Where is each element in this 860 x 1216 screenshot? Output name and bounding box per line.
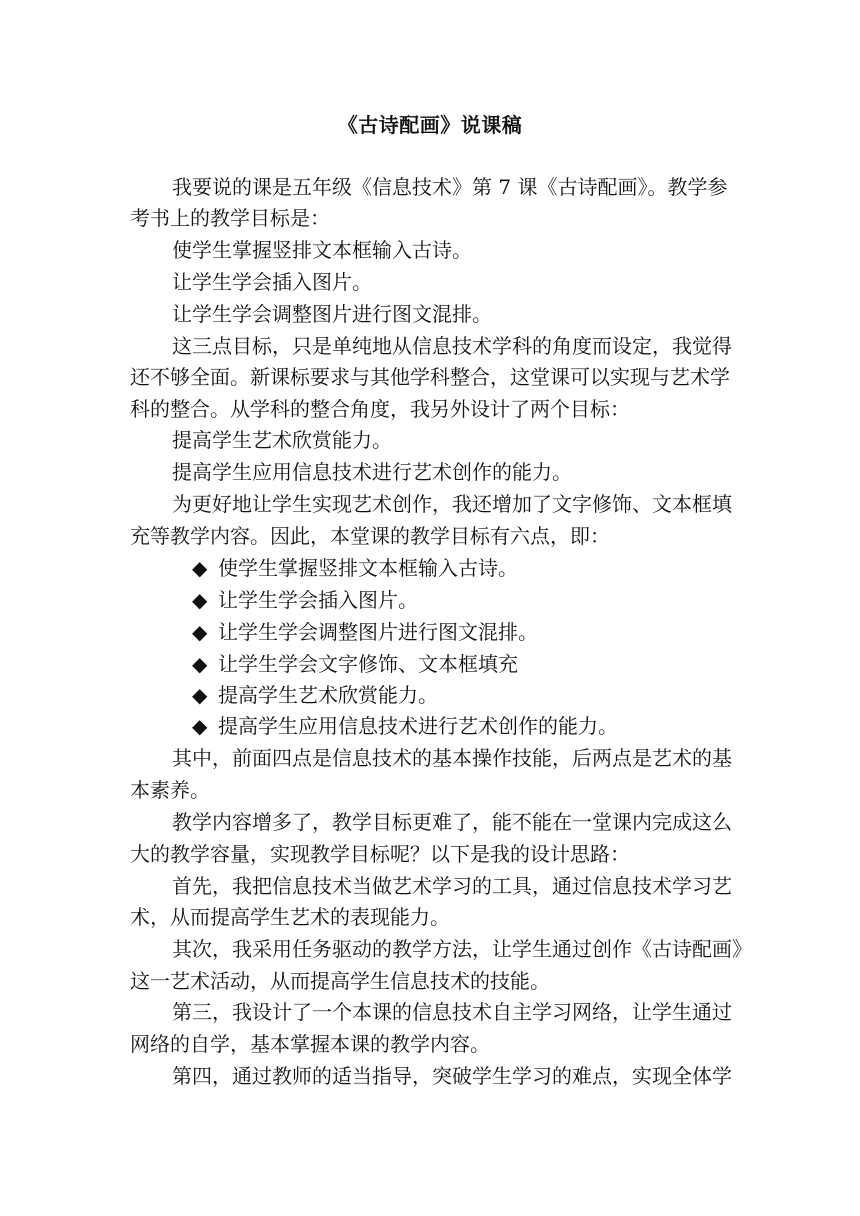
paragraph-line: 提高学生应用信息技术进行艺术创作的能力。 <box>172 460 572 484</box>
paragraph-line: 这三点目标，只是单纯地从信息技术学科的角度而设定，我觉得 <box>172 334 732 358</box>
paragraph-line: 我要说的课是五年级《信息技术》第 7 课《古诗配画》。教学参 <box>172 175 728 199</box>
bullet-item <box>192 649 518 679</box>
bullet-item <box>192 553 518 583</box>
paragraph-line: 让学生学会调整图片进行图文混排。 <box>172 302 492 326</box>
bullet-item-text: 让学生学会插入图片。 <box>218 588 418 612</box>
bullet-item-text: 提高学生应用信息技术进行艺术创作的能力。 <box>218 714 618 738</box>
paragraph-line: 首先，我把信息技术当做艺术学习的工具，通过信息技术学习艺 <box>172 874 732 898</box>
bullet-item <box>192 680 438 710</box>
bullet-item <box>192 585 418 615</box>
paragraph-line: 教学内容增多了，教学目标更难了，能不能在一堂课内完成这么 <box>172 810 732 834</box>
paragraph-line: 这一艺术活动，从而提高学生信息技术的技能。 <box>130 969 550 993</box>
diamond-bullet-icon: ◆ <box>192 588 208 612</box>
paragraph-line: 让学生学会插入图片。 <box>172 270 372 294</box>
paragraph-line: 其次，我采用任务驱动的教学方法，让学生通过创作《古诗配画》 <box>172 937 752 961</box>
paragraph-line: 大的教学容量，实现教学目标呢？以下是我的设计思路： <box>130 842 630 866</box>
paragraph-line: 还不够全面。新课标要求与其他学科整合，这堂课可以实现与艺术学 <box>130 365 730 389</box>
diamond-bullet-icon: ◆ <box>192 652 208 676</box>
paragraph-line: 网络的自学，基本掌握本课的教学内容。 <box>130 1032 490 1056</box>
paragraph-line: 本素养。 <box>130 778 210 802</box>
paragraph-line: 科的整合。从学科的整合角度，我另外设计了两个目标： <box>130 397 630 421</box>
bullet-item-text: 提高学生艺术欣赏能力。 <box>218 683 438 707</box>
paragraph-line: 考书上的教学目标是： <box>130 206 330 230</box>
paragraph-line: 充等教学内容。因此，本堂课的教学目标有六点，即： <box>130 524 610 548</box>
bullet-item <box>192 617 538 647</box>
paragraph-line: 提高学生艺术欣赏能力。 <box>172 428 392 452</box>
bullet-item <box>192 711 618 741</box>
bullet-item-text: 让学生学会文字修饰、文本框填充 <box>218 652 518 676</box>
diamond-bullet-icon: ◆ <box>192 683 208 707</box>
diamond-bullet-icon: ◆ <box>192 620 208 644</box>
paragraph-line: 术，从而提高学生艺术的表现能力。 <box>130 905 450 929</box>
diamond-bullet-icon: ◆ <box>192 714 208 738</box>
document-title: 《古诗配画》说课稿 <box>337 113 523 137</box>
bullet-item-text: 使学生掌握竖排文本框输入古诗。 <box>218 556 518 580</box>
paragraph-line: 第三，我设计了一个本课的信息技术自主学习网络，让学生通过 <box>172 1000 732 1024</box>
diamond-bullet-icon: ◆ <box>192 556 208 580</box>
paragraph-line: 使学生掌握竖排文本框输入古诗。 <box>172 238 472 262</box>
paragraph-line: 其中，前面四点是信息技术的基本操作技能，后两点是艺术的基 <box>172 746 732 770</box>
paragraph-line: 为更好地让学生实现艺术创作，我还增加了文字修饰、文本框填 <box>172 492 732 516</box>
paragraph-line: 第四，通过教师的适当指导，突破学生学习的难点，实现全体学 <box>172 1064 732 1088</box>
bullet-item-text: 让学生学会调整图片进行图文混排。 <box>218 620 538 644</box>
